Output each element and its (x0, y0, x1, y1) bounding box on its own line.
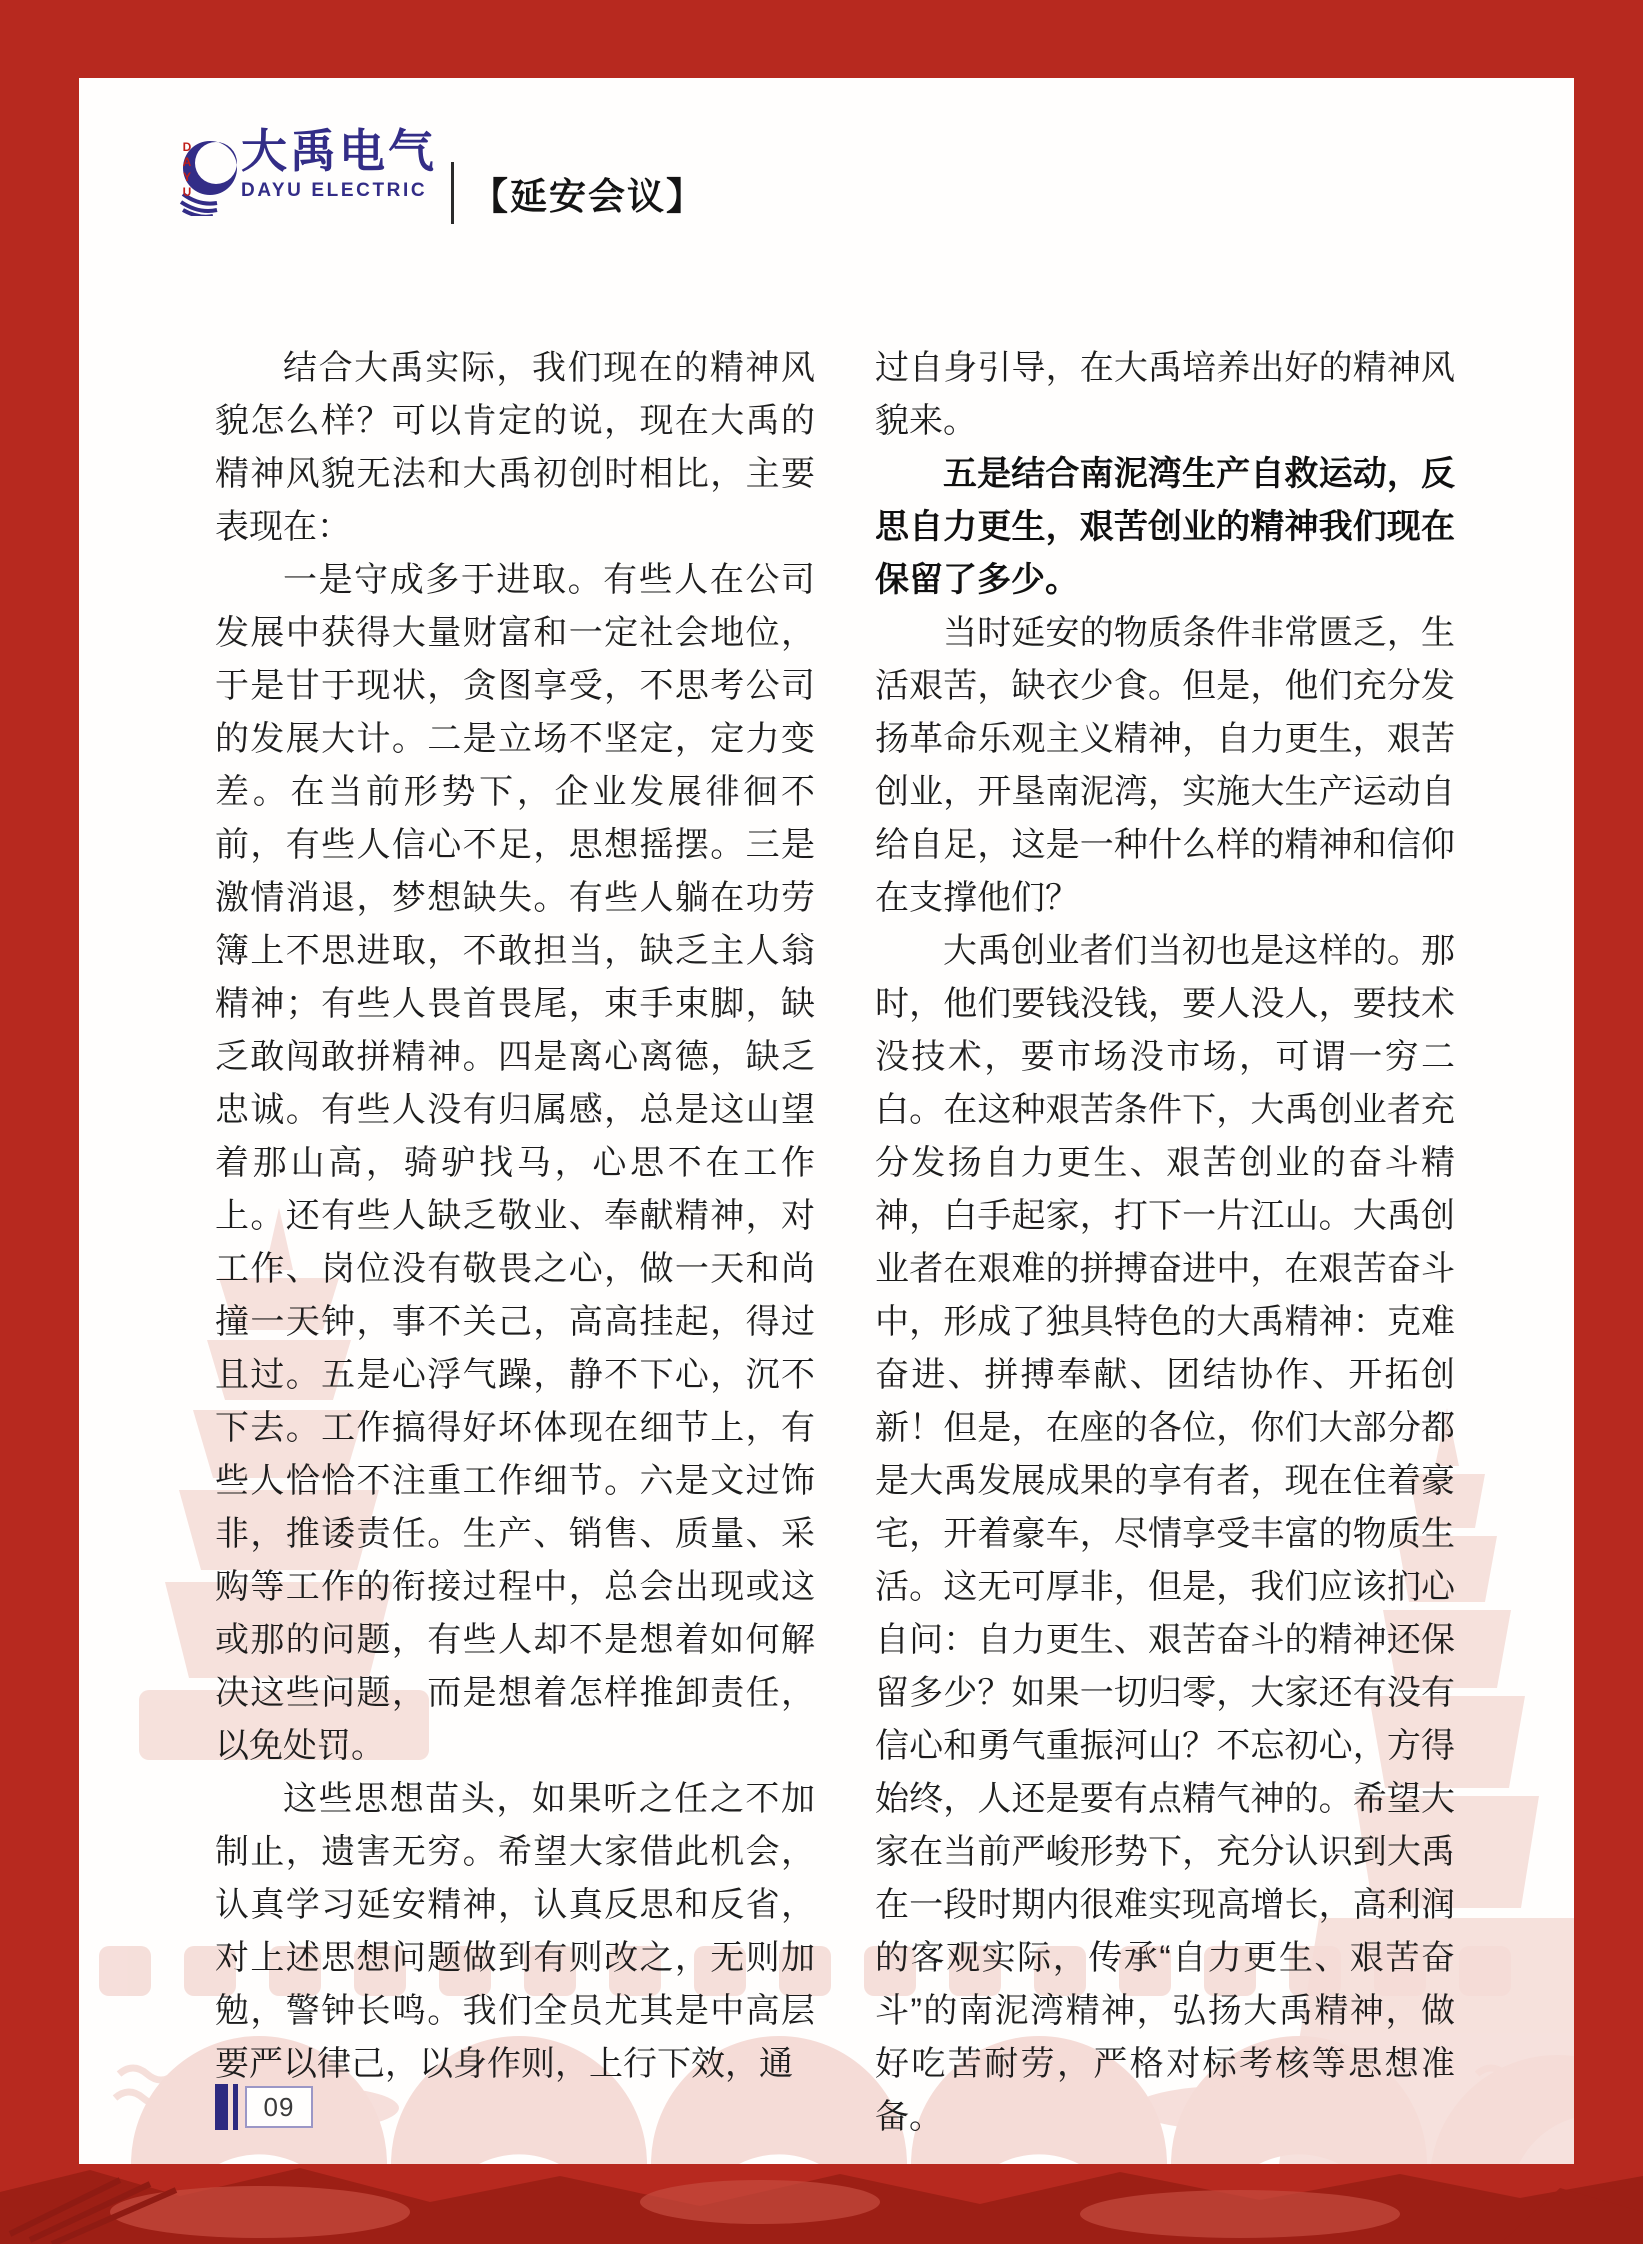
paragraph-right-4: 大禹创业者们当初也是这样的。那时，他们要钱没钱，要人没人，要技术没技术，要市场没市场，可谓一穷二白。在这种艰苦条件下，大禹创业者充分发扬自力更生、艰苦创业的奋斗精神，白手起家，打下一片江山。大禹创业者在艰难的拼搏奋进中，在艰苦奋斗中，形成了独具特色的大禹精神：克难奋进、拼搏奉献、团结协作、开拓创新！但是，在座的各位，你们大部分都是大禹发展成果的享有者，现在住着豪宅，开着豪车，尽情享受丰富的物质生活。这无可厚非，但是，我们应该扪心自问：自力更生、艰苦奋斗的精神还保留多少？如果一切归零，大家还有没有信心和勇气重振河山？不忘初心，方得始终，人还是要有点精气神的。希望大家在当前严峻形势下，充分认识到大禹在一段时期内很难实现高增长，高利润的客观实际，传承“自力更生、艰苦奋斗”的南泥湾精神，弘扬大禹精神，做好吃苦耐劳，严格对标考核等思想准备。 (875, 932, 1455, 2136)
header-divider (451, 162, 454, 224)
paragraph-left-1: 结合大禹实际，我们现在的精神风貌怎么样？可以肯定的说，现在大禹的精神风貌无法和大禹初创时相比，主要表现在： (215, 349, 815, 546)
paragraph-right-3: 当时延安的物质条件非常匮乏，生活艰苦，缺衣少食。但是，他们充分发扬革命乐观主义精神，自力更生，艰苦创业，开垦南泥湾，实施大生产运动自给自足，这是一种什么样的精神和信仰在支撑他们？ (875, 614, 1455, 917)
dayu-logo-letters: DAYU (180, 140, 194, 200)
header (79, 78, 1574, 308)
page-number-block (215, 2084, 313, 2130)
paragraph-left-2: 一是守成多于进取。有些人在公司发展中获得大量财富和一定社会地位，于是甘于现状，贪图享受，不思考公司的发展大计。二是立场不坚定，定力变差。在当前形势下，企业发展徘徊不前，有些人信心不足，思想摇摆。三是激情消退，梦想缺失。有些人躺在功劳簿上不思进取，不敢担当，缺乏主人翁精神；有些人畏首畏尾，束手束脚，缺乏敢闯敢拼精神。四是离心离德，缺乏忠诚。有些人没有归属感，总是这山望着那山高，骑驴找马，心思不在工作上。还有些人缺乏敬业、奉献精神，对工作、岗位没有敬畏之心，做一天和尚撞一天钟，事不关己，高高挂起，得过且过。五是心浮气躁，静不下心，沉不下去。工作搞得好坏体现在细节上，有些人恰恰不注重工作细节。六是文过饰非，推诿责任。生产、销售、质量、采购等工作的衔接过程中，总会出现或这或那的问题，有些人却不是想着如何解决这些问题，而是想着怎样推卸责任，以免处罚。 (215, 561, 815, 1765)
page-number-bar-thin-icon (233, 2084, 238, 2130)
article-body (215, 342, 1455, 2144)
paragraph-right-2-bold: 五是结合南泥湾生产自救运动，反思自力更生，艰苦创业的精神我们现在保留了多少。 (875, 455, 1455, 599)
dayu-logo (241, 126, 437, 202)
page-number: 09 (245, 2086, 313, 2128)
paragraph-left-3: 这些思想苗头，如果听之任之不加制止，遗害无穷。希望大家借此机会，认真学习延安精神，认真反思和反省，对上述思想问题做到有则改之，无则加勉，警钟长鸣。我们全员尤其是中高层要严以律己，以身作则，上行下效，通 (215, 1780, 815, 2083)
page-number-bar-icon (215, 2084, 228, 2130)
paragraph-right-1: 过自身引导，在大禹培养出好的精神风貌来。 (875, 349, 1455, 440)
right-column (875, 342, 1455, 2144)
section-title: 【延安会议】 (471, 176, 705, 217)
logo-name-en: DAYU ELECTRIC (241, 180, 428, 201)
logo-name-cn: 大禹电气 (241, 125, 437, 177)
page (79, 78, 1574, 2164)
left-column (215, 342, 815, 2144)
